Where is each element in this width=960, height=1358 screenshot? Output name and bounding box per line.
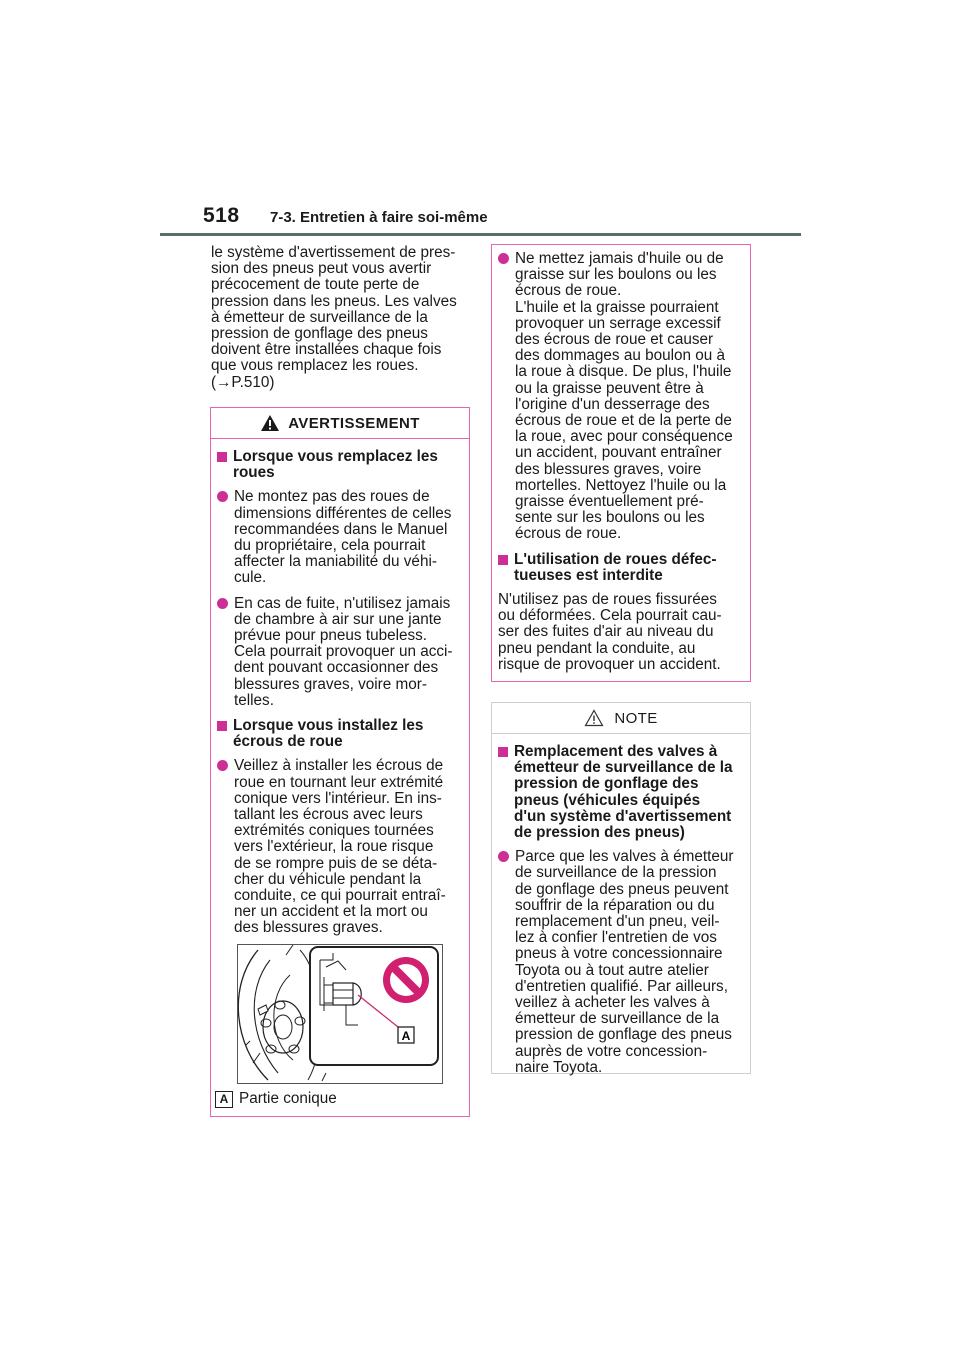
wheel-nut-drawing: [238, 945, 442, 1083]
heading-text: L'utilisation de roues défec- tueuses est interdite: [514, 550, 717, 584]
bullet-text: Ne montez pas des roues de dimensions différentes de celles recommandées dans le Manuel du propriétaire, cela pourrait affecter la maniabilité du véhi- cule.: [234, 488, 452, 587]
warning-triangle-icon: [260, 414, 280, 432]
section-heading: [217, 449, 461, 481]
bullet-text: En cas de fuite, n'utilisez jamais de chambre à air sur une jante prévue pour pneus tubeless. Cela pourrait provoquer un acci- dent pouvant occasionner des blessures graves, voire mor- telles.: [234, 594, 453, 709]
bullet-icon: [498, 253, 509, 264]
bullet-icon: [217, 491, 228, 502]
note-title: NOTE: [614, 709, 658, 727]
section-heading: [498, 744, 742, 841]
note-content: [492, 734, 750, 1076]
wheel-nut-illustration: [237, 944, 443, 1084]
section-heading: [217, 718, 461, 750]
note-header: [492, 703, 750, 734]
bullet-text: Veillez à installer les écrous de roue en tournant leur extrémité conique vers l'intérieur. En ins- tallant les écrous avec leurs extrémités coniques tournées vers l'extérieur, la roue risque de se rompre puis de se déta- cher du véhicule pendant la conduite, ce qui pourrait entraî- ner un accident et la mort ou des blessures graves.: [234, 757, 446, 937]
figure-label: A: [401, 1029, 411, 1043]
list-item: [217, 758, 461, 936]
warning-continued-content: [492, 245, 750, 673]
bullet-icon: [217, 760, 228, 771]
square-bullet-icon: [498, 747, 508, 757]
list-item: [217, 489, 461, 586]
bullet-text: Ne mettez jamais d'huile ou de graisse sur les boulons ou les écrous de roue. L'huile et la graisse pourraient provoquer un serrage excessif des écrous de roue et causer des dommages au boulon ou à la roue à disque. De plus, l'huile ou la graisse peuvent être à l'origine d'un desserrage des écrous de roue et de la perte de la roue, avec pour conséquence un accident, pouvant entraîner des blessures graves, voire mortelles. Nettoyez l'huile ou la graisse éventuellement pré- sente sur les boulons ou les écrous de roue.: [515, 250, 733, 543]
square-bullet-icon: [217, 452, 227, 462]
header-divider: [160, 233, 801, 236]
list-item: [498, 849, 742, 1076]
bullet-icon: [498, 851, 509, 862]
warning-header: [211, 408, 469, 439]
section-heading: [498, 552, 742, 584]
warning-content: [211, 439, 469, 937]
bullet-icon: [217, 598, 228, 609]
warning-box-continued: [491, 244, 751, 682]
figure-caption: [215, 1090, 337, 1108]
caution-outline-icon: [584, 709, 604, 727]
warning-box: [210, 407, 470, 1117]
page-number: 518: [203, 204, 240, 227]
warning-title: AVERTISSEMENT: [288, 414, 420, 432]
note-box: [491, 702, 751, 1074]
intro-paragraph: le système d'avertissement de pres- sion des pneus peut vous avertir précocement de toute perte de pression dans les pneus. Les valves à émetteur de surveillance de la pression de gonflage des pneus doivent être installées chaque fois que vous remplacez les roues. (→P.510): [211, 244, 457, 391]
heading-text: Lorsque vous installez les écrous de roue: [233, 717, 424, 751]
caption-text: Partie conique: [239, 1090, 337, 1107]
section-title: 7-3. Entretien à faire soi-même: [270, 209, 488, 226]
square-bullet-icon: [498, 555, 508, 565]
heading-text: Lorsque vous remplacez les roues: [233, 448, 438, 482]
square-bullet-icon: [217, 721, 227, 731]
caption-label: A: [215, 1091, 233, 1108]
heading-text: Remplacement des valves à émetteur de surveillance de la pression de gonflage des pneus (véhicules équipés d'un système d'avertissement de pression des pneus): [514, 743, 733, 842]
paragraph: N'utilisez pas de roues fissurées ou déformées. Cela pourrait cau- ser des fuites d'air au niveau du pneu pendant la conduite, au risque de provoquer un accident.: [498, 591, 722, 673]
list-item: [217, 596, 461, 709]
list-item: [498, 251, 742, 543]
bullet-text: Parce que les valves à émetteur de surveillance de la pression de gonflage des pneus peuvent souffrir de la réparation ou du remplacement d'un pneu, veil- lez à confier l'entretien de vos pneus à votre concessionnaire Toyota ou à tout autre atelier d'entretien qualifié. Par ailleurs, veillez à acheter les valves à émetteur de surveillance de la pression de gonflage des pneus auprès de votre concession- naire Toyota.: [515, 848, 734, 1076]
